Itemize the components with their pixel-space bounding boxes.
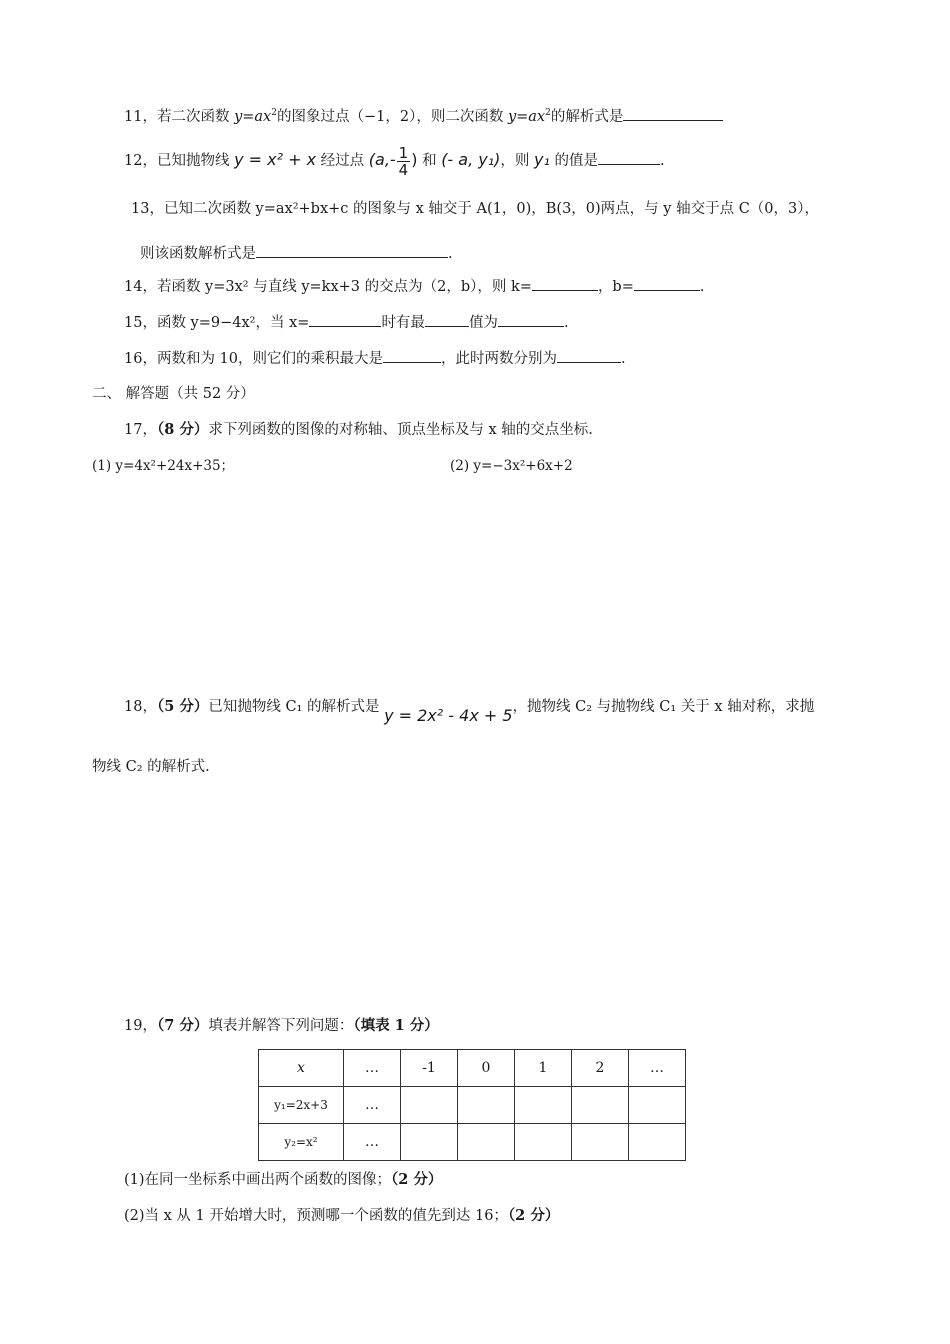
q19-number: 19， xyxy=(124,1018,157,1034)
value-table xyxy=(258,1049,686,1161)
q12-y1: y₁ xyxy=(534,150,550,169)
q19-text: 填表并解答下列问题： xyxy=(208,1018,354,1034)
q18-score: （5 分） xyxy=(156,698,209,715)
q12-text-pre: 12，已知抛物线 xyxy=(124,153,235,169)
question-19 xyxy=(124,1016,439,1036)
q17-score: （8 分） xyxy=(156,421,209,438)
table-cell: x xyxy=(259,1050,344,1087)
q12-text-post: ，则 xyxy=(500,153,534,169)
q19-sub1-text: (1)在同一坐标系中画出两个函数的图像； xyxy=(124,1172,392,1188)
table-input-cell[interactable] xyxy=(401,1087,458,1124)
table-cell: 0 xyxy=(458,1050,515,1087)
q12-point1-b: ) xyxy=(411,150,418,169)
fraction-numerator: 1 xyxy=(398,143,409,162)
question-14 xyxy=(124,276,704,297)
table-input-cell[interactable] xyxy=(515,1087,572,1124)
table-input-cell[interactable] xyxy=(572,1087,629,1124)
q18-text1: 已知抛物线 C₁ 的解析式是 xyxy=(208,699,380,715)
q12-equation: y = x² + x xyxy=(234,150,317,169)
table-input-cell[interactable] xyxy=(458,1124,515,1161)
question-17-part2: (2) y=−3x²+6x+2 xyxy=(450,458,573,474)
question-17 xyxy=(124,420,593,440)
q18-equation: y = 2x² - 4x + 5 xyxy=(384,706,513,725)
answer-blank-14-b[interactable] xyxy=(634,276,700,291)
q19-sub2-text: (2)当 x 从 1 开始增大时，预测哪一个函数的值先到达 16； xyxy=(124,1208,508,1224)
table-row xyxy=(259,1087,686,1124)
q16-text-mid: ，此时两数分别为 xyxy=(441,351,558,367)
q17-number: 17， xyxy=(124,422,157,438)
table-cell: … xyxy=(344,1124,401,1161)
q12-text-mid: 经过点 xyxy=(316,153,369,169)
q15-end: . xyxy=(563,315,569,331)
q14-end: . xyxy=(699,279,705,295)
table-cell: … xyxy=(344,1050,401,1087)
question-15 xyxy=(124,312,569,333)
answer-blank-15-type[interactable] xyxy=(425,312,469,327)
table-row xyxy=(259,1124,686,1161)
fraction-one-quarter xyxy=(397,145,411,178)
table-cell: y₂=x² xyxy=(259,1124,344,1161)
table-cell: -1 xyxy=(401,1050,458,1087)
table-input-cell[interactable] xyxy=(629,1087,686,1124)
fraction-denominator: 4 xyxy=(398,160,409,179)
q13-end: . xyxy=(448,246,453,262)
answer-blank-16-max[interactable] xyxy=(383,348,441,363)
q18-text2: ，抛物线 C₂ 与抛物线 C₁ 关于 x 轴对称，求抛 xyxy=(512,699,815,715)
table-input-cell[interactable] xyxy=(458,1087,515,1124)
question-12 xyxy=(124,140,665,181)
table-input-cell[interactable] xyxy=(629,1124,686,1161)
q11-text-mid: 的图象过点（−1，2），则二次函数 xyxy=(276,108,508,125)
q19-sub2-score: （2 分） xyxy=(507,1207,560,1224)
question-11: 11，若二次函数 $y=ax^2$的图象过点（−1，2），则二次函数 $y=ax^2$的解析式是 xyxy=(124,103,723,127)
table-input-cell[interactable] xyxy=(515,1124,572,1161)
table-input-cell[interactable] xyxy=(401,1124,458,1161)
question-19-sub2 xyxy=(124,1206,559,1226)
q11-text-pre: 11，若二次函数 xyxy=(124,108,235,125)
q12-and: 和 xyxy=(417,153,442,169)
q11-func-2: y=ax xyxy=(507,108,546,125)
question-19-sub1 xyxy=(124,1170,442,1190)
q12-end: . xyxy=(660,153,665,169)
answer-blank-11[interactable] xyxy=(623,106,723,121)
table-input-cell[interactable] xyxy=(572,1124,629,1161)
answer-blank-12[interactable] xyxy=(598,150,660,165)
q12-point1-a: (a,- xyxy=(368,150,396,169)
table-cell: y₁=2x+3 xyxy=(259,1087,344,1124)
q15-text-mid2: 值为 xyxy=(468,315,498,331)
question-18-line2: 物线 C₂ 的解析式. xyxy=(92,759,210,775)
table-header-row xyxy=(259,1050,686,1087)
q11-func: y=ax xyxy=(234,108,272,125)
q18-number: 18， xyxy=(124,699,157,715)
q11-text-post: 的解析式是 xyxy=(550,108,624,125)
section-heading: 二、 解答题（共 52 分） xyxy=(92,386,255,402)
q19-sub1-score: （2 分） xyxy=(391,1171,443,1188)
q16-text-pre: 16，两数和为 10，则它们的乘积最大是 xyxy=(124,351,384,367)
answer-blank-16-numbers[interactable] xyxy=(557,348,621,363)
q16-end: . xyxy=(621,351,626,367)
question-18-line1 xyxy=(124,692,815,725)
q14-text-mid: ，b= xyxy=(597,279,634,295)
q19-score2: （填表 1 分） xyxy=(353,1017,439,1034)
answer-blank-15-x[interactable] xyxy=(309,312,381,327)
question-13-line2 xyxy=(140,243,453,264)
q17-text: 求下列函数的图像的对称轴、顶点坐标及与 x 轴的交点坐标. xyxy=(208,422,593,438)
question-13-line1: 13，已知二次函数 y=ax²+bx+c 的图象与 x 轴交于 A(1，0)，B(3，0)两点，与 y 轴交于点 C（0，3）， xyxy=(131,201,819,217)
q15-text-mid1: 时有最 xyxy=(381,315,425,331)
answer-blank-15-value[interactable] xyxy=(498,312,564,327)
question-17-part1: (1) y=4x²+24x+35； xyxy=(92,458,235,474)
table-cell: 1 xyxy=(515,1050,572,1087)
q14-text-pre: 14，若函数 y=3x² 与直线 y=kx+3 的交点为（2，b），则 k= xyxy=(124,279,532,295)
table-cell: … xyxy=(629,1050,686,1087)
q12-text-tail: 的值是 xyxy=(549,153,598,169)
table-cell: 2 xyxy=(572,1050,629,1087)
q12-point2: (- a, y₁) xyxy=(441,150,501,169)
q15-text-pre: 15，函数 y=9−4x²，当 x= xyxy=(124,315,310,331)
answer-blank-14-k[interactable] xyxy=(532,276,598,291)
question-16 xyxy=(124,348,626,369)
q13-text: 则该函数解析式是 xyxy=(140,246,256,262)
table-cell: … xyxy=(344,1087,401,1124)
q19-score: （7 分） xyxy=(156,1017,209,1034)
answer-blank-13[interactable] xyxy=(256,243,448,258)
